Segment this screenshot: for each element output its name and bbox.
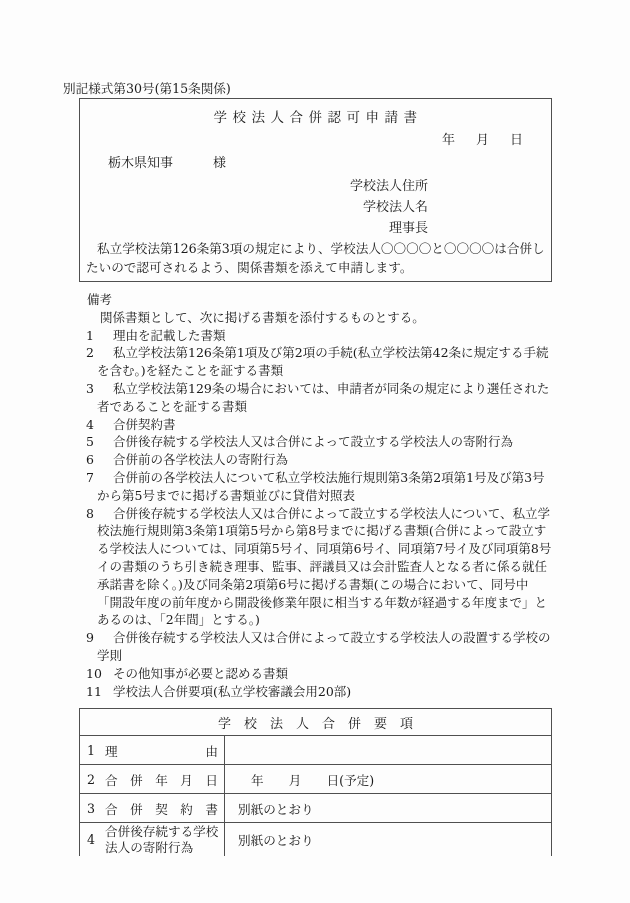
row-number: 2 — [87, 771, 96, 787]
table-row-merger-contract — [80, 794, 551, 823]
note-item-11 — [63, 683, 552, 701]
row-number: 3 — [87, 800, 96, 816]
note-item-text: 合併後存続する学校法人又は合併によって設立する学校法人の設置する学校の学則 — [97, 630, 551, 663]
note-item-3 — [63, 380, 552, 416]
sender-field-chairman: 理事長 — [388, 221, 428, 236]
row-value-cell: 年 月 日(予定) — [251, 772, 375, 788]
row-value-cell: 別紙のとおり — [238, 833, 314, 849]
row-number: 1 — [87, 742, 96, 758]
note-item-text: 学校法人合併要項(私立学校審議会用20部) — [113, 683, 352, 699]
remarks-section — [63, 291, 552, 700]
row-label: 合併契約書 — [105, 801, 218, 817]
note-item-6 — [63, 451, 552, 469]
row-label: 理由 — [105, 743, 218, 759]
note-item-7 — [63, 469, 552, 505]
note-item-number: 6 — [86, 452, 94, 468]
application-title: 学校法人合併認可申請書 — [213, 110, 423, 126]
note-item-text: 合併後存続する学校法人又は合併によって設立する学校法人の寄附行為 — [113, 434, 514, 450]
note-item-number: 11 — [86, 683, 102, 699]
sender-block — [80, 176, 551, 239]
row-header-cell — [80, 765, 225, 793]
note-item-text: 合併後存続する学校法人又は合併によって設立する学校法人について、私立学校法施行規則第3条第1項第5号から第8号までに掲げる書類(合併によって設立する学校法人については、同項第5号イ、同項第6号イ、同項第7号イ及び同項第8号イの書類のうち引き続き理事、監事、評議員又は会計監査人となる者に係る就任承諾書を除く。)及び同条第2項第6号に掲げる書類(この場合において、同号中「開設年度の前年度から開設後修業年限に相当する年数が経過する年度まで」とあるのは、「2年間」とする。) — [97, 505, 552, 628]
note-item-text: 合併前の各学校法人について私立学校法施行規則第3条第2項第1号及び第3号から第5号までに掲げる書類並びに貸借対照表 — [97, 469, 545, 503]
application-box — [79, 98, 552, 282]
note-item-8 — [63, 505, 552, 630]
date-line: 年 月 日 — [441, 133, 527, 148]
note-item-number: 9 — [86, 630, 94, 646]
note-item-4 — [63, 416, 552, 434]
row-header-cell — [80, 736, 225, 764]
note-item-number: 5 — [86, 434, 94, 450]
note-item-number: 3 — [86, 380, 94, 396]
application-body-text: 私立学校法第126条第3項の規定により、学校法人〇〇〇〇と〇〇〇〇は合併したいので認可されるよう、関係書類を添えて申請します。 — [86, 241, 545, 275]
row-label: 合併後存続する学校法人の寄附行為 — [105, 823, 219, 855]
row-label: 合併年月日 — [105, 772, 218, 788]
remarks-heading: 備考 — [87, 292, 113, 307]
note-item-9 — [63, 629, 552, 665]
row-header-cell — [80, 794, 225, 822]
sender-field-corporation-name: 学校法人名 — [362, 200, 428, 215]
note-item-number: 10 — [86, 665, 102, 681]
note-item-number: 1 — [86, 327, 94, 343]
row-header-cell — [80, 823, 225, 856]
table-row-reason — [80, 736, 551, 765]
table-title: 学校法人合併要項 — [80, 709, 551, 736]
note-item-5 — [63, 433, 552, 451]
addressee-name: 栃木県知事 — [108, 156, 174, 171]
note-item-text: 私立学校法第129条の場合においては、申請者が同条の規定により選任された者であることを証する書類 — [97, 380, 550, 414]
sender-field-address: 学校法人住所 — [349, 179, 428, 194]
remarks-intro: 関係書類として、次に掲げる書類を添付するものとする。 — [100, 309, 425, 325]
note-item-text: その他知事が必要と認める書類 — [113, 665, 289, 681]
row-value-cell: 別紙のとおり — [238, 801, 314, 817]
table-row-endowment-act — [80, 823, 551, 856]
note-item-2 — [63, 344, 552, 380]
form-number-label: 別記様式第30号(第15条関係) — [63, 81, 231, 96]
note-item-text: 合併前の各学校法人の寄附行為 — [113, 452, 289, 468]
row-number: 4 — [87, 832, 96, 848]
note-item-text: 私立学校法第126条第1項及び第2項の手続(私立学校法第42条に規定する手続を含む。)を経たことを証する書類 — [97, 345, 549, 379]
note-item-text: 理由を記載した書類 — [113, 327, 226, 343]
note-item-text: 合併契約書 — [113, 416, 176, 432]
note-item-number: 2 — [86, 345, 94, 361]
note-item-number: 4 — [86, 416, 94, 432]
merger-summary-table — [79, 708, 552, 856]
note-item-1 — [63, 327, 552, 345]
addressee-line — [80, 154, 551, 173]
row-value-cell — [225, 736, 551, 764]
table-row-merger-date — [80, 765, 551, 794]
document-content — [63, 80, 552, 856]
addressee-honorific: 様 — [213, 156, 227, 171]
note-item-number: 8 — [86, 505, 94, 521]
note-item-10 — [63, 665, 552, 683]
note-item-number: 7 — [86, 469, 94, 485]
